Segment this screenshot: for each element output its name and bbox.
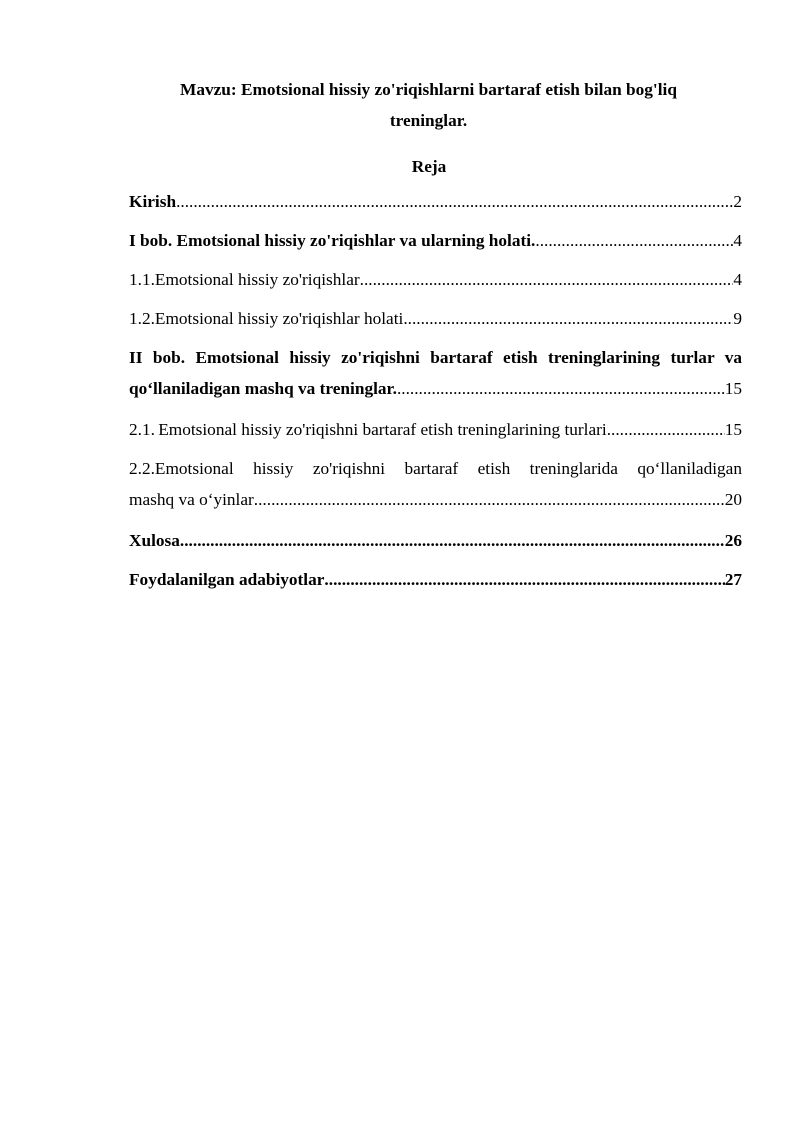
toc-section-number: 2.1. [129,420,155,439]
toc-entry-xulosa [129,525,742,556]
plan-heading: Reja [411,157,447,176]
toc-entry-kirish [129,186,742,217]
toc-page-number: 9 [733,309,742,328]
toc-label: 1.2.Emotsional hissiy zo'riqishlar holati [129,309,404,328]
toc-label-line-1: II bob. Emotsional hissiy zo'riqishni bartaraf etish treninglarining turlar va [129,348,742,367]
toc-page-number: 26 [724,531,742,550]
toc-page-number: 15 [724,379,742,398]
document-title [120,74,737,136]
dot-leader [324,564,724,595]
toc-label: Emotsional hissiy zo'riqishni bartaraf etish treninglarining turlari [158,420,607,439]
toc-label-line-1: 2.2.Emotsional hissiy zo'riqishni bartaraf etish treninglarida qo‘llaniladigan [129,459,742,478]
toc-entry-section-2-2 [129,453,742,515]
toc-page-number: 20 [724,490,742,509]
toc-entry-section-1-1 [129,264,742,295]
toc-entry-chapter-2 [129,342,742,404]
toc-entry-section-1-2 [129,303,742,334]
toc-page-number: 2 [733,192,742,211]
toc-label: Kirish [129,192,177,211]
toc-page-number: 27 [724,570,742,589]
dot-leader [397,373,725,404]
dot-leader [180,525,725,556]
dot-leader [254,484,725,515]
toc-entry-references [129,564,742,595]
dot-leader [607,414,725,445]
toc-label-line-2: mashq va o‘yinlar [129,490,254,509]
title-line-1: Mavzu: Emotsional hissiy zo'riqishlarni bartaraf etish bilan bog'liq [180,80,677,99]
toc-page-number: 4 [733,231,742,250]
dot-leader [535,225,733,256]
toc-page-number: 15 [724,420,742,439]
toc-label: I bob. Emotsional hissiy zo'riqishlar va ularning holati. [129,231,536,250]
toc-entry-chapter-1 [129,225,742,256]
toc-label: Xulosa [129,531,180,550]
toc-label-line-2: qo‘llaniladigan mashq va treninglar. [129,379,397,398]
title-line-2: treninglar. [389,111,468,130]
toc-label: 1.1.Emotsional hissiy zo'riqishlar [129,270,360,289]
dot-leader [360,264,734,295]
dot-leader [403,303,733,334]
toc-page-number: 4 [733,270,742,289]
toc-label: Foydalanilgan adabiyotlar [129,570,325,589]
dot-leader [176,186,733,217]
toc-entry-section-2-1 [129,414,742,445]
